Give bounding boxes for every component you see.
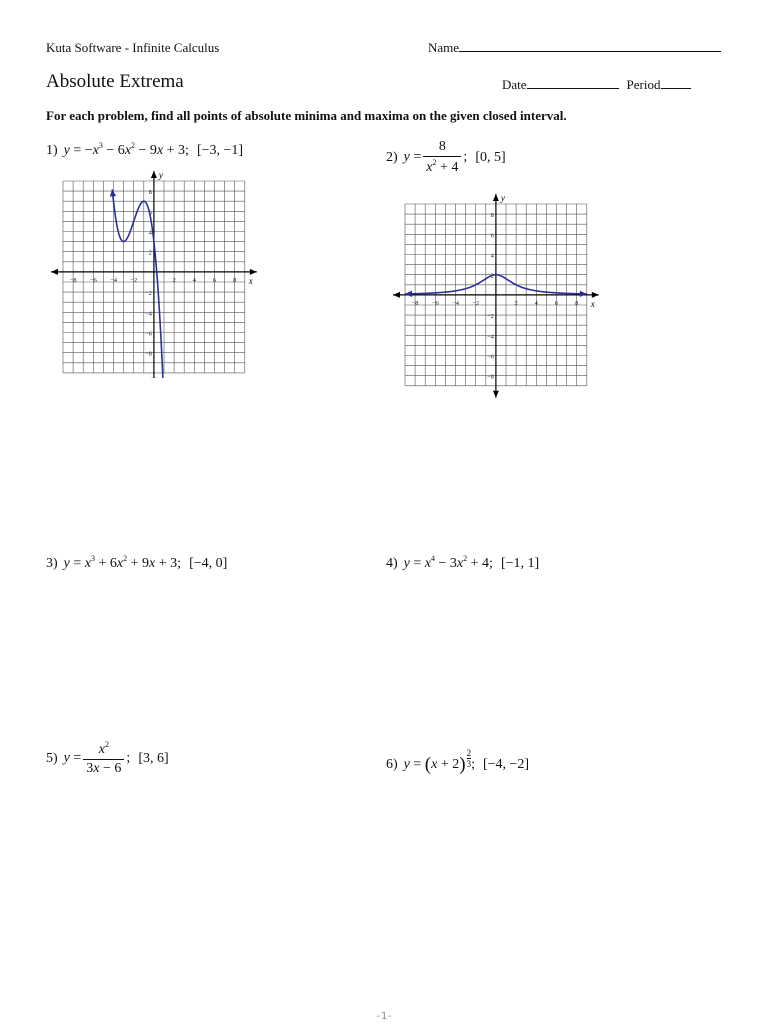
x-tick-label: −2 bbox=[472, 299, 480, 307]
y-tick-label: −8 bbox=[144, 350, 152, 358]
page-number: -1- bbox=[374, 1011, 394, 1022]
curve-arrow bbox=[109, 189, 116, 197]
x-tick-label: 6 bbox=[554, 299, 559, 307]
x-tick-label: −8 bbox=[411, 299, 419, 307]
x-tick-label: 4 bbox=[534, 299, 538, 307]
graph-problem-2 bbox=[388, 187, 608, 409]
y-tick-label: 6 bbox=[490, 232, 494, 240]
x-tick-label: 2 bbox=[514, 299, 518, 307]
fraction-numerator: 8 bbox=[438, 139, 446, 154]
x-tick-label: −4 bbox=[110, 276, 117, 284]
exponent-numerator: 2 bbox=[466, 748, 472, 758]
y-axis-arrow bbox=[493, 391, 499, 398]
y-tick-label: −4 bbox=[144, 310, 152, 318]
problem-number: 5) bbox=[46, 750, 58, 766]
date-label: Date bbox=[502, 77, 527, 92]
y-axis-label: y bbox=[500, 193, 505, 203]
period-label: Period bbox=[626, 77, 661, 92]
problem-6: 6) y = (x + 2) $\frac{2}{3}$ ; [−4, −2] bbox=[386, 748, 530, 775]
problem-number: 3) bbox=[46, 556, 58, 571]
y-axis-arrow bbox=[493, 194, 499, 201]
y-tick-label: 2 bbox=[490, 272, 494, 280]
problem-3: 3) $y = x^3 + 6x^2 + 9x + 3$; [−4, 0] bbox=[46, 554, 228, 571]
problem-number: 1) bbox=[46, 143, 58, 158]
y-tick-label: 4 bbox=[490, 252, 494, 260]
curve-arrow bbox=[580, 291, 587, 298]
name-field[interactable] bbox=[428, 40, 721, 56]
function-curve bbox=[112, 189, 164, 378]
problem-number: 6) bbox=[386, 757, 398, 772]
y-tick-label: 6 bbox=[148, 209, 152, 217]
y-tick-label: −6 bbox=[486, 353, 494, 361]
y-tick-label: −2 bbox=[144, 290, 152, 298]
x-tick-label: −8 bbox=[69, 276, 77, 284]
exponent-fraction bbox=[467, 748, 472, 769]
x-axis-label: x bbox=[248, 275, 253, 286]
problem-2: 2) y = $\frac{8}{x^2 + 4}$ ; [0, 5] bbox=[386, 139, 506, 175]
problem-number: 4) bbox=[386, 556, 398, 571]
instructions: For each problem, find all points of absolute minima and maxima on the given closed interval. bbox=[46, 108, 567, 123]
date-period-fields[interactable] bbox=[502, 77, 691, 93]
problem-interval: [3, 6] bbox=[138, 750, 169, 766]
y-tick-label: 8 bbox=[148, 189, 152, 197]
y-axis-label: y bbox=[158, 170, 163, 180]
problem-5: 5) y = $\frac{x^2}{3x - 6}$ ; [3, 6] bbox=[46, 740, 169, 776]
problem-4: 4) $y = x^4 - 3x^2 + 4$; [−1, 1] bbox=[386, 554, 540, 571]
y-tick-label: −2 bbox=[486, 313, 494, 321]
problem-interval: [−1, 1] bbox=[500, 556, 540, 571]
x-tick-label: −6 bbox=[431, 299, 439, 307]
y-tick-label: 8 bbox=[490, 212, 494, 220]
y-tick-label: −4 bbox=[486, 333, 494, 341]
problem-1: 1) $y = -x^3 - 6x^2 - 9x + 3$; [−3, −1] bbox=[46, 141, 244, 158]
x-tick-label: 8 bbox=[575, 299, 579, 307]
y-axis-arrow bbox=[151, 171, 157, 178]
graph-problem-1 bbox=[46, 166, 266, 378]
x-tick-label: 4 bbox=[192, 276, 196, 284]
y-tick-label: −8 bbox=[486, 373, 494, 381]
software-label: Kuta Software - Infinite Calculus bbox=[46, 40, 220, 55]
problem-interval: [0, 5] bbox=[475, 149, 506, 165]
y-tick-label: 4 bbox=[148, 229, 152, 237]
x-tick-label: 6 bbox=[212, 276, 217, 284]
page-title: Absolute Extrema bbox=[46, 71, 184, 92]
problem-interval: [−4, −2] bbox=[482, 757, 530, 772]
x-tick-label: −2 bbox=[130, 276, 138, 284]
name-label: Name bbox=[428, 40, 460, 55]
x-tick-label: −6 bbox=[89, 276, 97, 284]
x-tick-label: 8 bbox=[233, 276, 237, 284]
x-axis-label: x bbox=[590, 298, 595, 309]
curve-arrow bbox=[405, 291, 412, 298]
x-axis-arrow bbox=[51, 269, 58, 275]
fraction: $\frac{8}{x^2 + 4}$ bbox=[423, 139, 461, 176]
y-tick-label: 2 bbox=[148, 249, 152, 257]
fraction: $\frac{x^2}{3x - 6}$ bbox=[83, 740, 124, 777]
problem-interval: [−3, −1] bbox=[196, 143, 244, 158]
x-axis-arrow bbox=[250, 269, 257, 275]
x-tick-label: −4 bbox=[452, 299, 459, 307]
x-axis-arrow bbox=[592, 292, 599, 298]
exponent-denominator: 3 bbox=[466, 759, 472, 769]
x-axis-arrow bbox=[393, 292, 400, 298]
problem-interval: [−4, 0] bbox=[189, 556, 228, 571]
y-tick-label: −6 bbox=[144, 330, 152, 338]
x-tick-label: 2 bbox=[172, 276, 176, 284]
problem-number: 2) bbox=[386, 149, 398, 165]
